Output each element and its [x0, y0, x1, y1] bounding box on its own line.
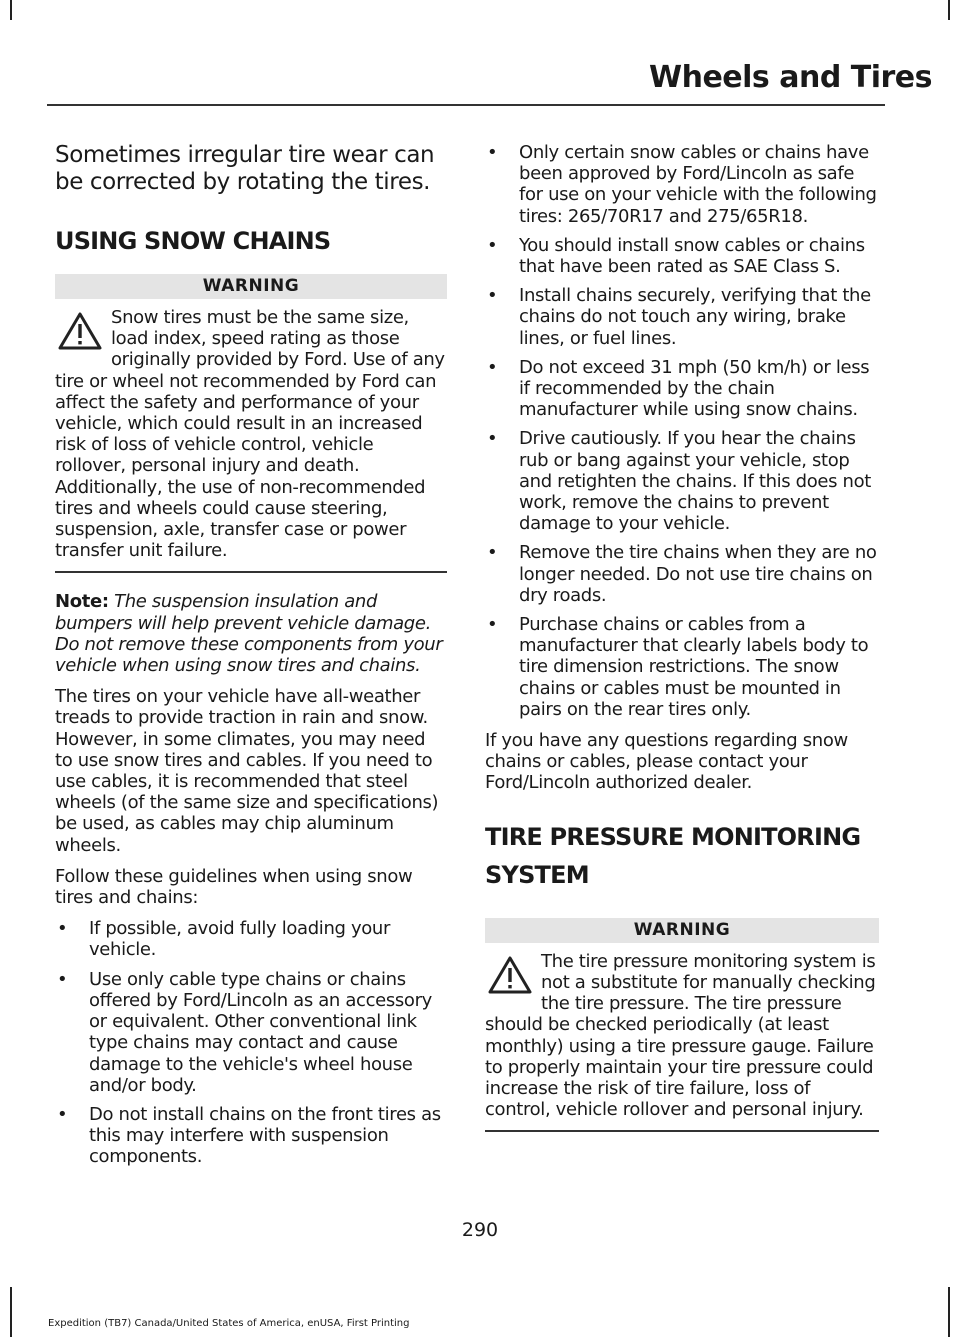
warning-body — [55, 299, 447, 573]
section-heading-tpms-line2: SYSTEM — [485, 860, 589, 889]
list-item: • Remove the tire chains when they are no longer needed. Do not use tire chains on dry roads. — [485, 542, 879, 606]
right-column — [485, 142, 879, 1150]
page-header-title: Wheels and Tires — [649, 60, 932, 95]
bullet-list-left — [55, 918, 447, 1167]
list-item: • Do not install chains on the front tires as this may interfere with suspension components. — [55, 1104, 447, 1168]
list-item: • Install chains securely, verifying that the chains do not touch any wiring, brake lines, or fuel lines. — [485, 285, 879, 349]
bullet-list-right — [485, 142, 879, 720]
list-item: • Use only cable type chains or chains offered by Ford/Lincoln as an accessory or equivalent. Other conventional link type chains may contact and cause damage to the vehicle's wheel house and/or body. — [55, 969, 447, 1096]
section-heading-tpms-line1: TIRE PRESSURE MONITORING — [485, 822, 861, 851]
warning-box-tpms — [485, 918, 879, 1133]
list-item: • Purchase chains or cables from a manufacturer that clearly labels body to tire dimension restrictions. The snow chains or cables must be mounted in pairs on the rear tires only. — [485, 614, 879, 720]
list-item: • Only certain snow cables or chains have been approved by Ford/Lincoln as safe for use on your vehicle with the following tires: 265/70R17 and 275/65R18. — [485, 142, 879, 227]
warning-text: Snow tires must be the same size, load index, speed rating as those originally provided by Ford. Use of any tire or wheel not recommended by Ford can affect the safety and performance of your vehicle, which could result in an increased risk of loss of vehicle control, vehicle rollover, personal injury and death. Additionally, the use of non-recommended tires and wheels could cause steering, suspension, axle, transfer case or power transfer unit failure. — [55, 307, 445, 562]
page-number: 290 — [461, 1219, 499, 1241]
section-heading-snow-chains: USING SNOW CHAINS — [55, 227, 331, 255]
warning-label: WARNING — [485, 918, 879, 943]
intro-paragraph: Sometimes irregular tire wear can be corrected by rotating the tires. — [55, 142, 435, 195]
warning-triangle-icon — [57, 311, 103, 351]
warning-label: WARNING — [55, 274, 447, 299]
note-paragraph — [55, 591, 447, 676]
body-paragraph-dealer: If you have any questions regarding snow chains or cables, please contact your Ford/Lincoln authorized dealer. — [485, 730, 848, 794]
footer-edition-text: Expedition (TB7) Canada/United States of America, enUSA, First Printing — [48, 1318, 410, 1329]
list-item: • Do not exceed 31 mph (50 km/h) or less if recommended by the chain manufacturer while using snow chains. — [485, 357, 879, 421]
warning-body — [485, 943, 879, 1133]
note-label: Note: — [55, 591, 109, 613]
warning-box-snow-tires — [55, 274, 447, 573]
body-paragraph-guidelines: Follow these guidelines when using snow tires and chains: — [55, 865, 413, 909]
body-paragraph-treads: The tires on your vehicle have all-weather treads to provide traction in rain and snow. However, in some climates, you may need to use snow tires and cables. If you need to use cables, it is recommended that steel wheels (of the same size and specifications) be used, as cables may chip aluminum wheels. — [55, 686, 439, 856]
warning-text: The tire pressure monitoring system is not a substitute for manually checking the tire pressure. The tire pressure should be checked periodically (at least monthly) using a tire pressure gauge. Failure to properly maintain your tire pressure could increase the risk of tire failure, loss of control, vehicle rollover and personal injury. — [485, 950, 876, 1121]
warning-triangle-icon — [487, 955, 533, 995]
header-rule — [47, 104, 885, 106]
crop-mark-top-right — [948, 0, 950, 20]
crop-mark-bottom-right — [948, 1287, 950, 1337]
list-item: • Drive cautiously. If you hear the chains rub or bang against your vehicle, stop and retighten the chains. If this does not work, remove the chains to prevent damage to your vehicle. — [485, 428, 879, 534]
crop-mark-bottom-left — [10, 1287, 12, 1337]
list-item: • You should install snow cables or chains that have been rated as SAE Class S. — [485, 235, 879, 277]
crop-mark-top-left — [10, 0, 12, 20]
note-text: The suspension insulation and bumpers will help prevent vehicle damage. Do not remove these components from your vehicle when using snow tires and chains. — [55, 591, 443, 677]
left-column — [55, 142, 447, 1178]
list-item: • If possible, avoid fully loading your vehicle. — [55, 918, 447, 960]
